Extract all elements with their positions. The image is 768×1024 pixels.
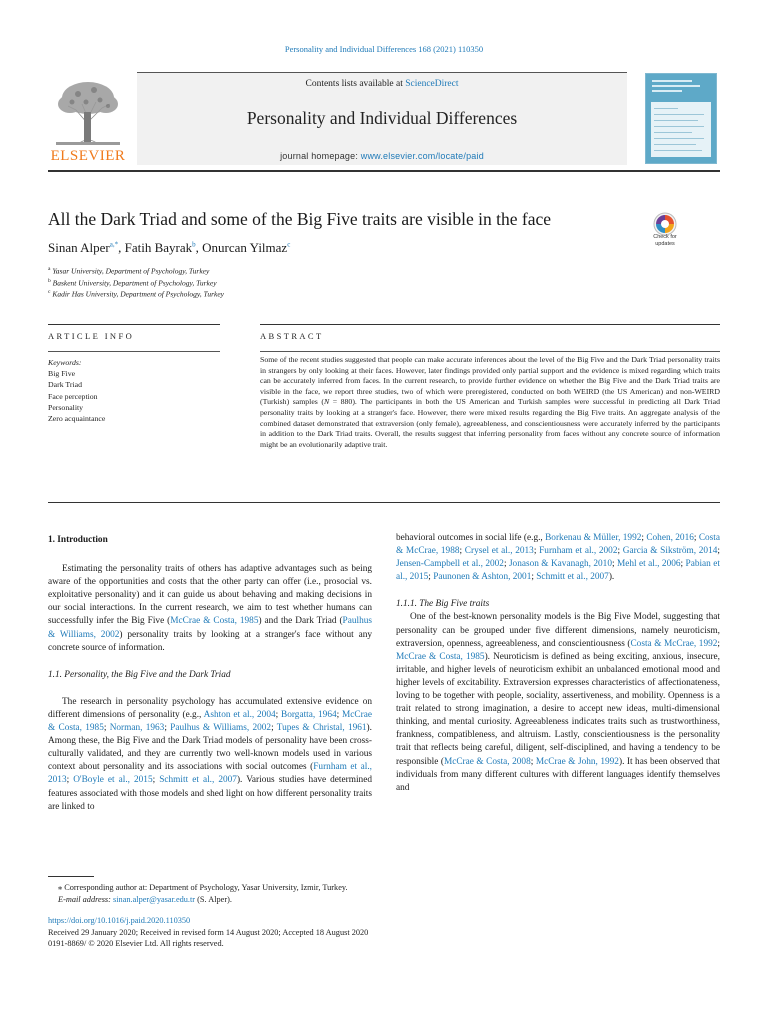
received-dates: Received 29 January 2020; Received in revised form 14 August 2020; Accepted 18 August 2020: [48, 927, 369, 937]
citation-link[interactable]: Costa & McCrae, 1988: [396, 533, 720, 557]
keyword: Zero acquaintance: [48, 414, 106, 424]
citation-link[interactable]: Furnham et al., 2002: [539, 546, 618, 557]
journal-reference-link[interactable]: Personality and Individual Differences 168 (2021) 110350: [284, 44, 484, 54]
citation-link[interactable]: Paunonen & Ashton, 2001: [433, 572, 532, 583]
keyword: Big Five: [48, 369, 76, 379]
author-affiliation-link[interactable]: a,*: [109, 240, 119, 249]
citation-link[interactable]: Cohen, 2016: [646, 533, 694, 543]
journal-cover-thumbnail[interactable]: [645, 73, 717, 164]
citation-link[interactable]: Costa & McCrae, 1992: [630, 638, 718, 649]
article-info-top-rule: [48, 324, 220, 325]
journal-homepage-link[interactable]: www.elsevier.com/locate/paid: [360, 151, 484, 161]
citation-link[interactable]: Jensen-Campbell et al., 2002: [396, 559, 504, 570]
abstract-heading: ABSTRACT: [260, 331, 324, 341]
journal-title: Personality and Individual Differences: [246, 108, 518, 128]
contents-prefix: Contents lists available at: [305, 79, 406, 89]
author-name: Fatih Bayrak: [124, 240, 193, 255]
keywords-list: [48, 357, 105, 424]
citation-link[interactable]: Schmitt et al., 2007: [159, 775, 237, 786]
journal-homepage-line: [137, 151, 627, 161]
citation-link[interactable]: Tupes & Christal, 1961: [276, 723, 367, 734]
citation-link[interactable]: McCrae & Costa, 1985: [396, 651, 485, 662]
citation-link[interactable]: Borgatta, 1964: [281, 709, 337, 720]
author-email-link[interactable]: sinan.alper@yasar.edu.tr: [113, 894, 196, 904]
article-title: All the Dark Triad and some of the Big Five traits are visible in the face: [48, 209, 552, 229]
citation-link[interactable]: O'Boyle et al., 2015: [73, 775, 153, 786]
author-affiliation-link[interactable]: c: [287, 240, 291, 249]
keyword: Personality: [48, 402, 84, 412]
citation-link[interactable]: Jonason & Kavanagh, 2010: [508, 559, 612, 570]
article-info-heading: ARTICLE INFO: [48, 331, 135, 341]
author-affiliation-link[interactable]: b: [192, 240, 196, 249]
abstract-bottom-rule: [48, 502, 720, 503]
citation-link[interactable]: Furnham et al., 2013: [48, 762, 372, 786]
citation-link[interactable]: Ashton et al., 2004: [203, 709, 276, 720]
author-name: Onurcan Yilmaz: [202, 240, 288, 255]
abstract-rule: [260, 351, 720, 352]
citation-link[interactable]: Mehl et al., 2006: [616, 559, 681, 570]
paragraph: The research in personality psychology has accumulated extensive evidence on different dimensions of personality (e.g., Ashton et al., 2004; Borgatta, 1964; McCrae & Costa, 1985; Norman, 1963; Paulhus & Williams, 2002; Tupes & Christal, 1961). Among these, the Big Five and the Dark Triad models of personality have been cross-culturally validated, and they are currently two well-known models used in various context about personality and its associations with social outcomes (Furnham et al., 2013; O'Boyle et al., 2015; Schmitt et al., 2007). Various studies have determined features associated with those models and shed light on how different personality traits are linked to: [48, 696, 372, 812]
citation-link[interactable]: McCrae & Costa, 1985: [170, 616, 259, 627]
citation-link[interactable]: McCrae & Costa, 2008: [443, 756, 531, 767]
citation-link[interactable]: McCrae & Costa, 1985: [48, 709, 372, 734]
header-bottom-rule: [48, 170, 720, 172]
citation-link[interactable]: McCrae & John, 1992: [535, 756, 619, 767]
abstract-top-rule: [260, 324, 720, 325]
corresponding-author-footnote: ⁎ Corresponding author at: Department of Psychology, Yasar University, Izmir, Turkey. E-mail address: sinan.alper@yasar.edu.tr (S. Alper).: [58, 883, 348, 904]
paragraph: behavioral outcomes in social life (e.g., Borkenau & Müller, 1992; Cohen, 2016; Costa & McCrae, 1988; Crysel et al., 2013; Furnham et al., 2002; Garcia & Sikström, 2014; Jensen-Campbell et al., 2002; Jonason & Kavanagh, 2010; Mehl et al., 2006; Pabian et al., 2015; Paunonen & Ashton, 2001; Schmitt et al., 2007).: [396, 533, 720, 583]
footnote-rule: [48, 876, 94, 877]
citation-link[interactable]: Pabian et al., 2015: [396, 559, 720, 583]
publication-info: [48, 915, 368, 950]
citation-link[interactable]: Crysel et al., 2013: [464, 546, 534, 557]
citation-link[interactable]: Garcia & Sikström, 2014: [622, 546, 718, 557]
header-top-rule: [137, 72, 627, 73]
elsevier-wordmark: ELSEVIER: [50, 148, 126, 164]
keyword: Dark Triad: [48, 380, 83, 390]
affiliation: $^a$ Yasar University, Department of Psychology, Turkey: [48, 266, 210, 276]
affiliation: $^b$ Baskent University, Department of Psychology, Turkey: [48, 278, 217, 288]
body-right-column: [396, 532, 720, 795]
keywords-label: Keywords:: [48, 358, 82, 367]
doi-link[interactable]: https://doi.org/10.1016/j.paid.2020.110350: [48, 916, 191, 925]
section-heading-introduction: 1. Introduction: [48, 535, 108, 545]
subsection-heading: 1.1. Personality, the Big Five and the Dark Triad: [48, 669, 231, 680]
citation-link[interactable]: Paulhus & Williams, 2002: [170, 723, 272, 734]
subsection-heading: 1.1.1. The Big Five traits: [396, 599, 490, 610]
sciencedirect-link[interactable]: ScienceDirect: [405, 79, 459, 89]
homepage-prefix: journal homepage:: [280, 151, 361, 161]
copyright: 0191-8869/ © 2020 Elsevier Ltd. All rights reserved.: [48, 939, 224, 949]
check-for-updates-label[interactable]: Check for updates: [653, 234, 677, 247]
author-list: Sinan Alper$^{a,*}$, Fatih Bayrak$^b$, Onurcan Yilmaz$^c$: [48, 240, 291, 255]
citation-link[interactable]: Paulhus & Williams, 2002: [48, 616, 372, 640]
paragraph: One of the best-known personality models is the Big Five Model, suggesting that personality can be grouped under five different dimensions, namely neuroticism, extraversion, openness, agreeableness, and conscientiousness (Costa & McCrae, 1992; McCrae & Costa, 1985). Neuroticism is defined as being exciting, anxious, insecure, irritable, and higher levels of neuroticism exhibit an unbalanced emotional mood and higher levels of excitability. Extraversion expresses characteristics of affectionateness, loving to be together with people, sociality, assertiveness, and mobility. Openness is a trait related to strong imagination, a desire to accept new ideas, multi-dimensional thinking, and mental curiosity. Agreeableness indicates traits such as trustworthiness, frankness, compatibleness, and altruism. Lastly, conscientiousness is the personality trait that reflects being careful, diligent, self-disciplined, and having a tendency to be responsible (McCrae & Costa, 2008; McCrae & John, 1992). It has been observed that individuals from many different cultures with different languages identify themselves and: [396, 612, 720, 793]
citation-link[interactable]: Borkenau & Müller, 1992: [545, 533, 642, 543]
affiliation: $^c$ Kadir Has University, Department of Psychology, Turkey: [48, 289, 224, 299]
paragraph: Estimating the personality traits of others has adaptive advantages such as being aware of the opportunities and costs that the other party can offer (i.e., prosocial vs. exploitative personality) and it can guide us about behaving and making decisions in our social interactions. In the current research, we aim to test whether humans can successfully infer the Big Five (McCrae & Costa, 1985) and the Dark Triad (Paulhus & Williams, 2002) personality traits by looking at a stranger's face without any concrete source of information.: [48, 564, 372, 653]
keyword: Face perception: [48, 391, 98, 401]
citation-link[interactable]: Norman, 1963: [109, 723, 165, 734]
author-name: Sinan Alper: [48, 240, 110, 255]
body-left-column: [48, 534, 372, 814]
abstract-text: Some of the recent studies suggested that people can make accurate inferences about the level of the Big Five and the Dark Triad personality traits in strangers by only looking at their faces. However, later findings provided only partial support and the evidence is mixed regarding which traits can be accurately inferred from faces. In the current research, to provide further evidence on whether the Big Five and the Dark Triad traits are visible in the face, we report three studies, two of which were preregistered, conducted on both WEIRD (the US American) and non-WEIRD (Turkish) samples (N = 880). The participants in both the US American and Turkish samples were successful in predicting all Dark Triad personality traits by looking at a stranger's face. However, there were mixed results regarding the Big Five traits. An aggregate analysis of the combined dataset demonstrated that extraversion (only female), agreeableness, and conscientiousness were accurately inferred by the participants in addition to the Dark Triad traits. Overall, the results suggest that inferring personality from faces without any concrete source of information might be an evolutionarily adaptive trait.: [260, 355, 720, 449]
contents-line: [137, 79, 627, 89]
citation-link[interactable]: Schmitt et al., 2007: [536, 572, 609, 583]
article-info-rule: [48, 351, 220, 352]
